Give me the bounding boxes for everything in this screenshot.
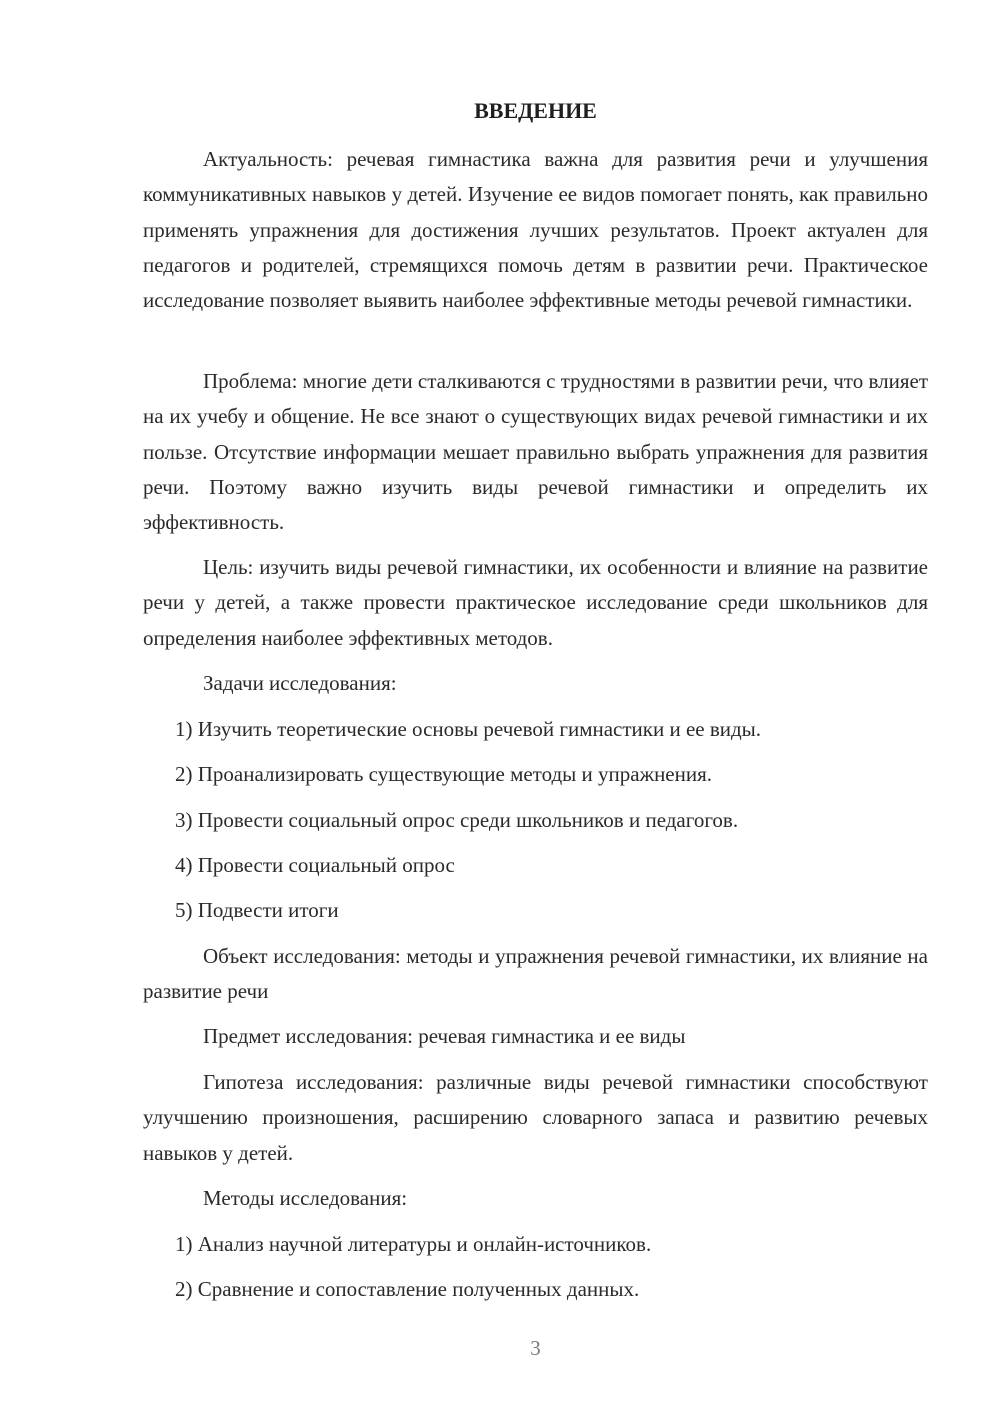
method-item-2: 2) Сравнение и сопоставление полученных данных. [175, 1277, 640, 1301]
method-item-1: 1) Анализ научной литературы и онлайн-источников. [175, 1232, 652, 1256]
relevance-paragraph: Актуальность: речевая гимнастика важна для развития речи и улучшения коммуникативных навыков у детей. Изучение ее видов помогает понять, как правильно применять упражнения для достижения лучших результатов. Проект актуален для педагогов и родителей, стремящихся помочь детям в развитии речи. Практическое исследование позволяет выявить наиболее эффективные методы речевой гимнастики. [143, 147, 928, 313]
task-item-2: 2) Проанализировать существующие методы и упражнения. [175, 762, 713, 786]
methods-title: Методы исследования: [203, 1186, 408, 1210]
task-item-4: 4) Провести социальный опрос [175, 853, 455, 877]
document-page [143, 0, 928, 1414]
tasks-title: Задачи исследования: [203, 671, 397, 695]
page-number: 3 [530, 1336, 541, 1360]
hypothesis-paragraph: Гипотеза исследования: различные виды речевой гимнастики способствуют улучшению произношения, расширению словарного запаса и развитию речевых навыков у детей. [143, 1070, 928, 1165]
section-heading: ВВЕДЕНИЕ [474, 98, 597, 123]
object-paragraph: Объект исследования: методы и упражнения речевой гимнастики, их влияние на развитие речи [143, 944, 928, 1004]
subject-paragraph: Предмет исследования: речевая гимнастика и ее виды [203, 1024, 686, 1048]
goal-paragraph: Цель: изучить виды речевой гимнастики, их особенности и влияние на развитие речи у детей, а также провести практическое исследование среди школьников для определения наиболее эффективных методов. [143, 555, 928, 650]
problem-paragraph: Проблема: многие дети сталкиваются с трудностями в развитии речи, что влияет на их учебу и общение. Не все знают о существующих видах речевой гимнастики и их пользе. Отсутствие информации мешает правильно выбрать упражнения для развития речи. Поэтому важно изучить виды речевой гимнастики и определить их эффективность. [143, 369, 928, 535]
task-item-5: 5) Подвести итоги [175, 898, 339, 922]
task-item-3: 3) Провести социальный опрос среди школьников и педагогов. [175, 808, 739, 832]
task-item-1: 1) Изучить теоретические основы речевой гимнастики и ее виды. [175, 717, 762, 741]
